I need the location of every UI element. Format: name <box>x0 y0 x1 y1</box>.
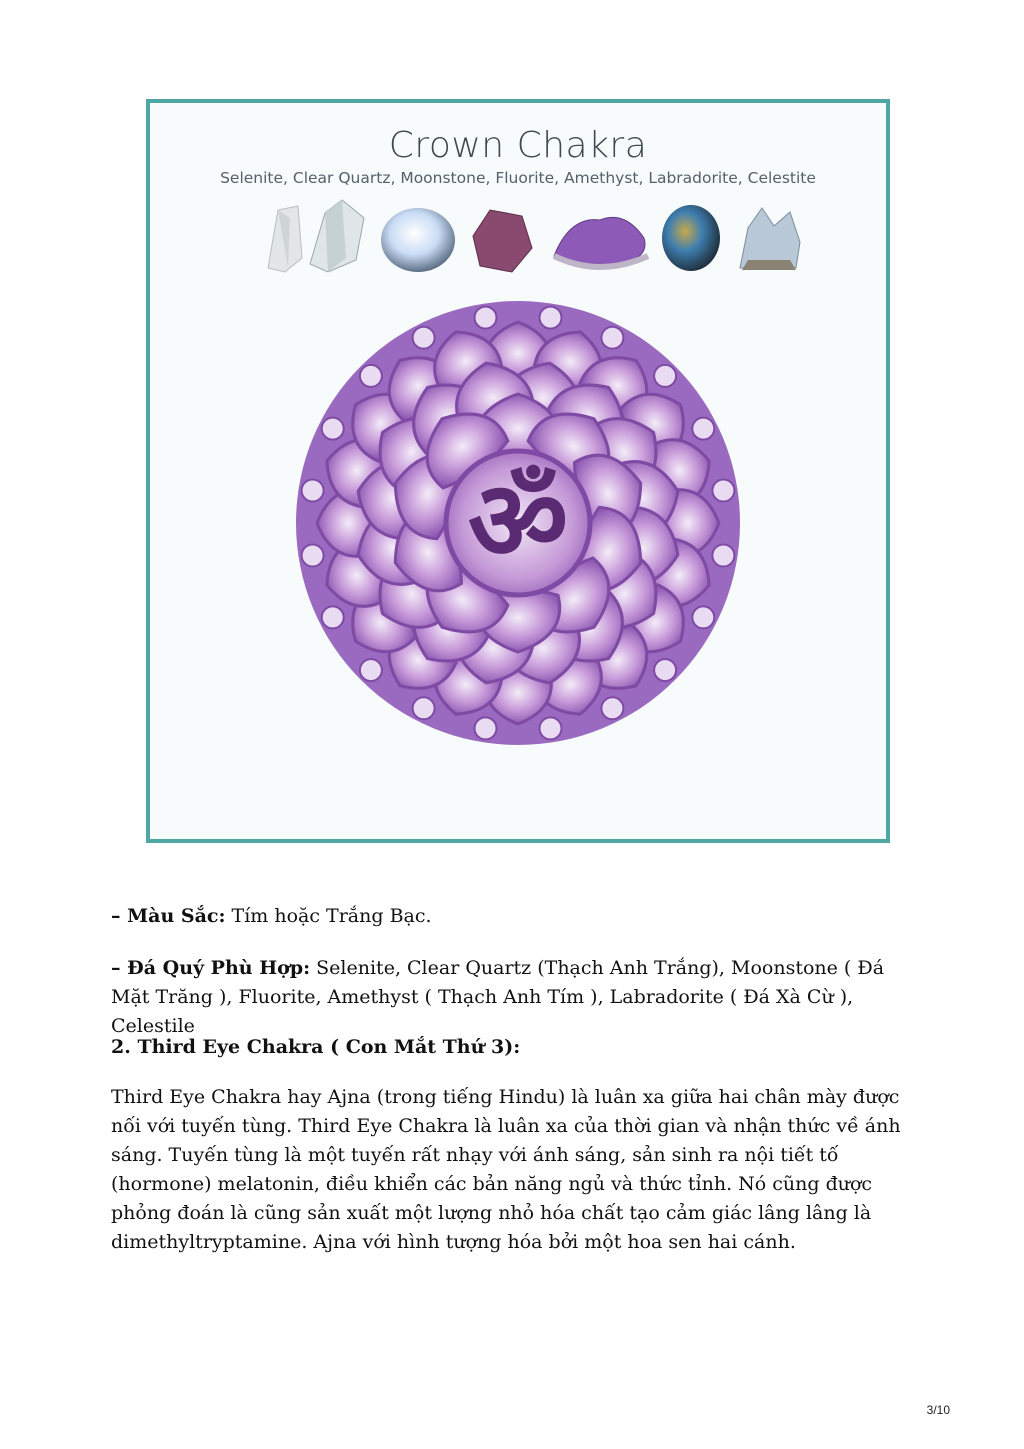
lotus-bud <box>413 697 435 719</box>
section-heading: 2. Third Eye Chakra ( Con Mắt Thứ 3): <box>111 1036 521 1058</box>
lotus-bud <box>712 545 734 567</box>
lotus-bud <box>413 327 435 349</box>
lotus-bud <box>475 307 497 329</box>
color-label: – Màu Sắc: <box>111 905 226 927</box>
lotus-bud <box>692 606 714 628</box>
moonstone-stone <box>381 208 455 272</box>
lotus-bud <box>302 480 324 502</box>
gems-value: Selenite, Clear Quartz (Thạch Anh Trắng), Moonstone ( Đá Mặt Trăng ), Fluorite, Amethyst ( Thạch Anh Tím ), Labradorite ( Đá Xà Cừ ), Celestile <box>111 957 885 1037</box>
crown-chakra-figure <box>146 99 890 843</box>
body-paragraph <box>111 1083 921 1257</box>
lotus-bud <box>540 307 562 329</box>
color-value: Tím hoặc Trắng Bạc. <box>225 905 432 927</box>
figure-subtitle: Selenite, Clear Quartz, Moonstone, Fluorite, Amethyst, Labradorite, Celestite <box>220 169 816 187</box>
lotus-bud <box>540 717 562 739</box>
crown-lotus-mandala <box>150 288 886 758</box>
fluorite-stone <box>473 210 532 272</box>
lotus-bud <box>712 480 734 502</box>
figure-title: Crown Chakra <box>388 125 648 166</box>
paragraph-text: Third Eye Chakra hay Ajna (trong tiếng Hindu) là luân xa giữa hai chân mày được nối với tuyến tùng. Third Eye Chakra là luân xa của thời gian và nhận thức về ánh sáng. Tuyến tùng là một tuyến rất nhạy với ánh sáng, sản sinh ra nội tiết tố (hormone) melatonin, điều khiển các bản năng ngủ và thức tỉnh. Nó cũng được phỏng đoán là cũng sản xuất một lượng nhỏ hóa chất tạo cảm giác lâng lâng là dimethyltryptamine. Ajna với hình tượng hóa bởi một hoa sen hai cánh. <box>111 1086 901 1253</box>
lotus-bud <box>360 365 382 387</box>
lotus-bud <box>601 697 623 719</box>
lotus-bud <box>601 327 623 349</box>
om-symbol: ॐ <box>467 457 569 585</box>
selenite-stone <box>268 206 302 272</box>
gems-label: – Đá Quý Phù Hợp: <box>111 957 311 979</box>
lotus-bud <box>322 418 344 440</box>
lotus-bud <box>302 545 324 567</box>
amethyst-stone <box>554 217 648 267</box>
gems-line <box>111 954 926 1041</box>
labradorite-stone <box>662 205 720 271</box>
lotus-bud <box>322 606 344 628</box>
color-line <box>111 902 931 931</box>
clear-quartz-stone <box>310 200 364 272</box>
page-number: 3/10 <box>926 1403 950 1417</box>
lotus-bud <box>692 418 714 440</box>
celestite-stone <box>740 208 800 270</box>
lotus-bud <box>475 717 497 739</box>
lotus-bud <box>360 659 382 681</box>
lotus-bud <box>654 365 676 387</box>
crystal-stones-row <box>150 198 886 278</box>
lotus-bud <box>654 659 676 681</box>
